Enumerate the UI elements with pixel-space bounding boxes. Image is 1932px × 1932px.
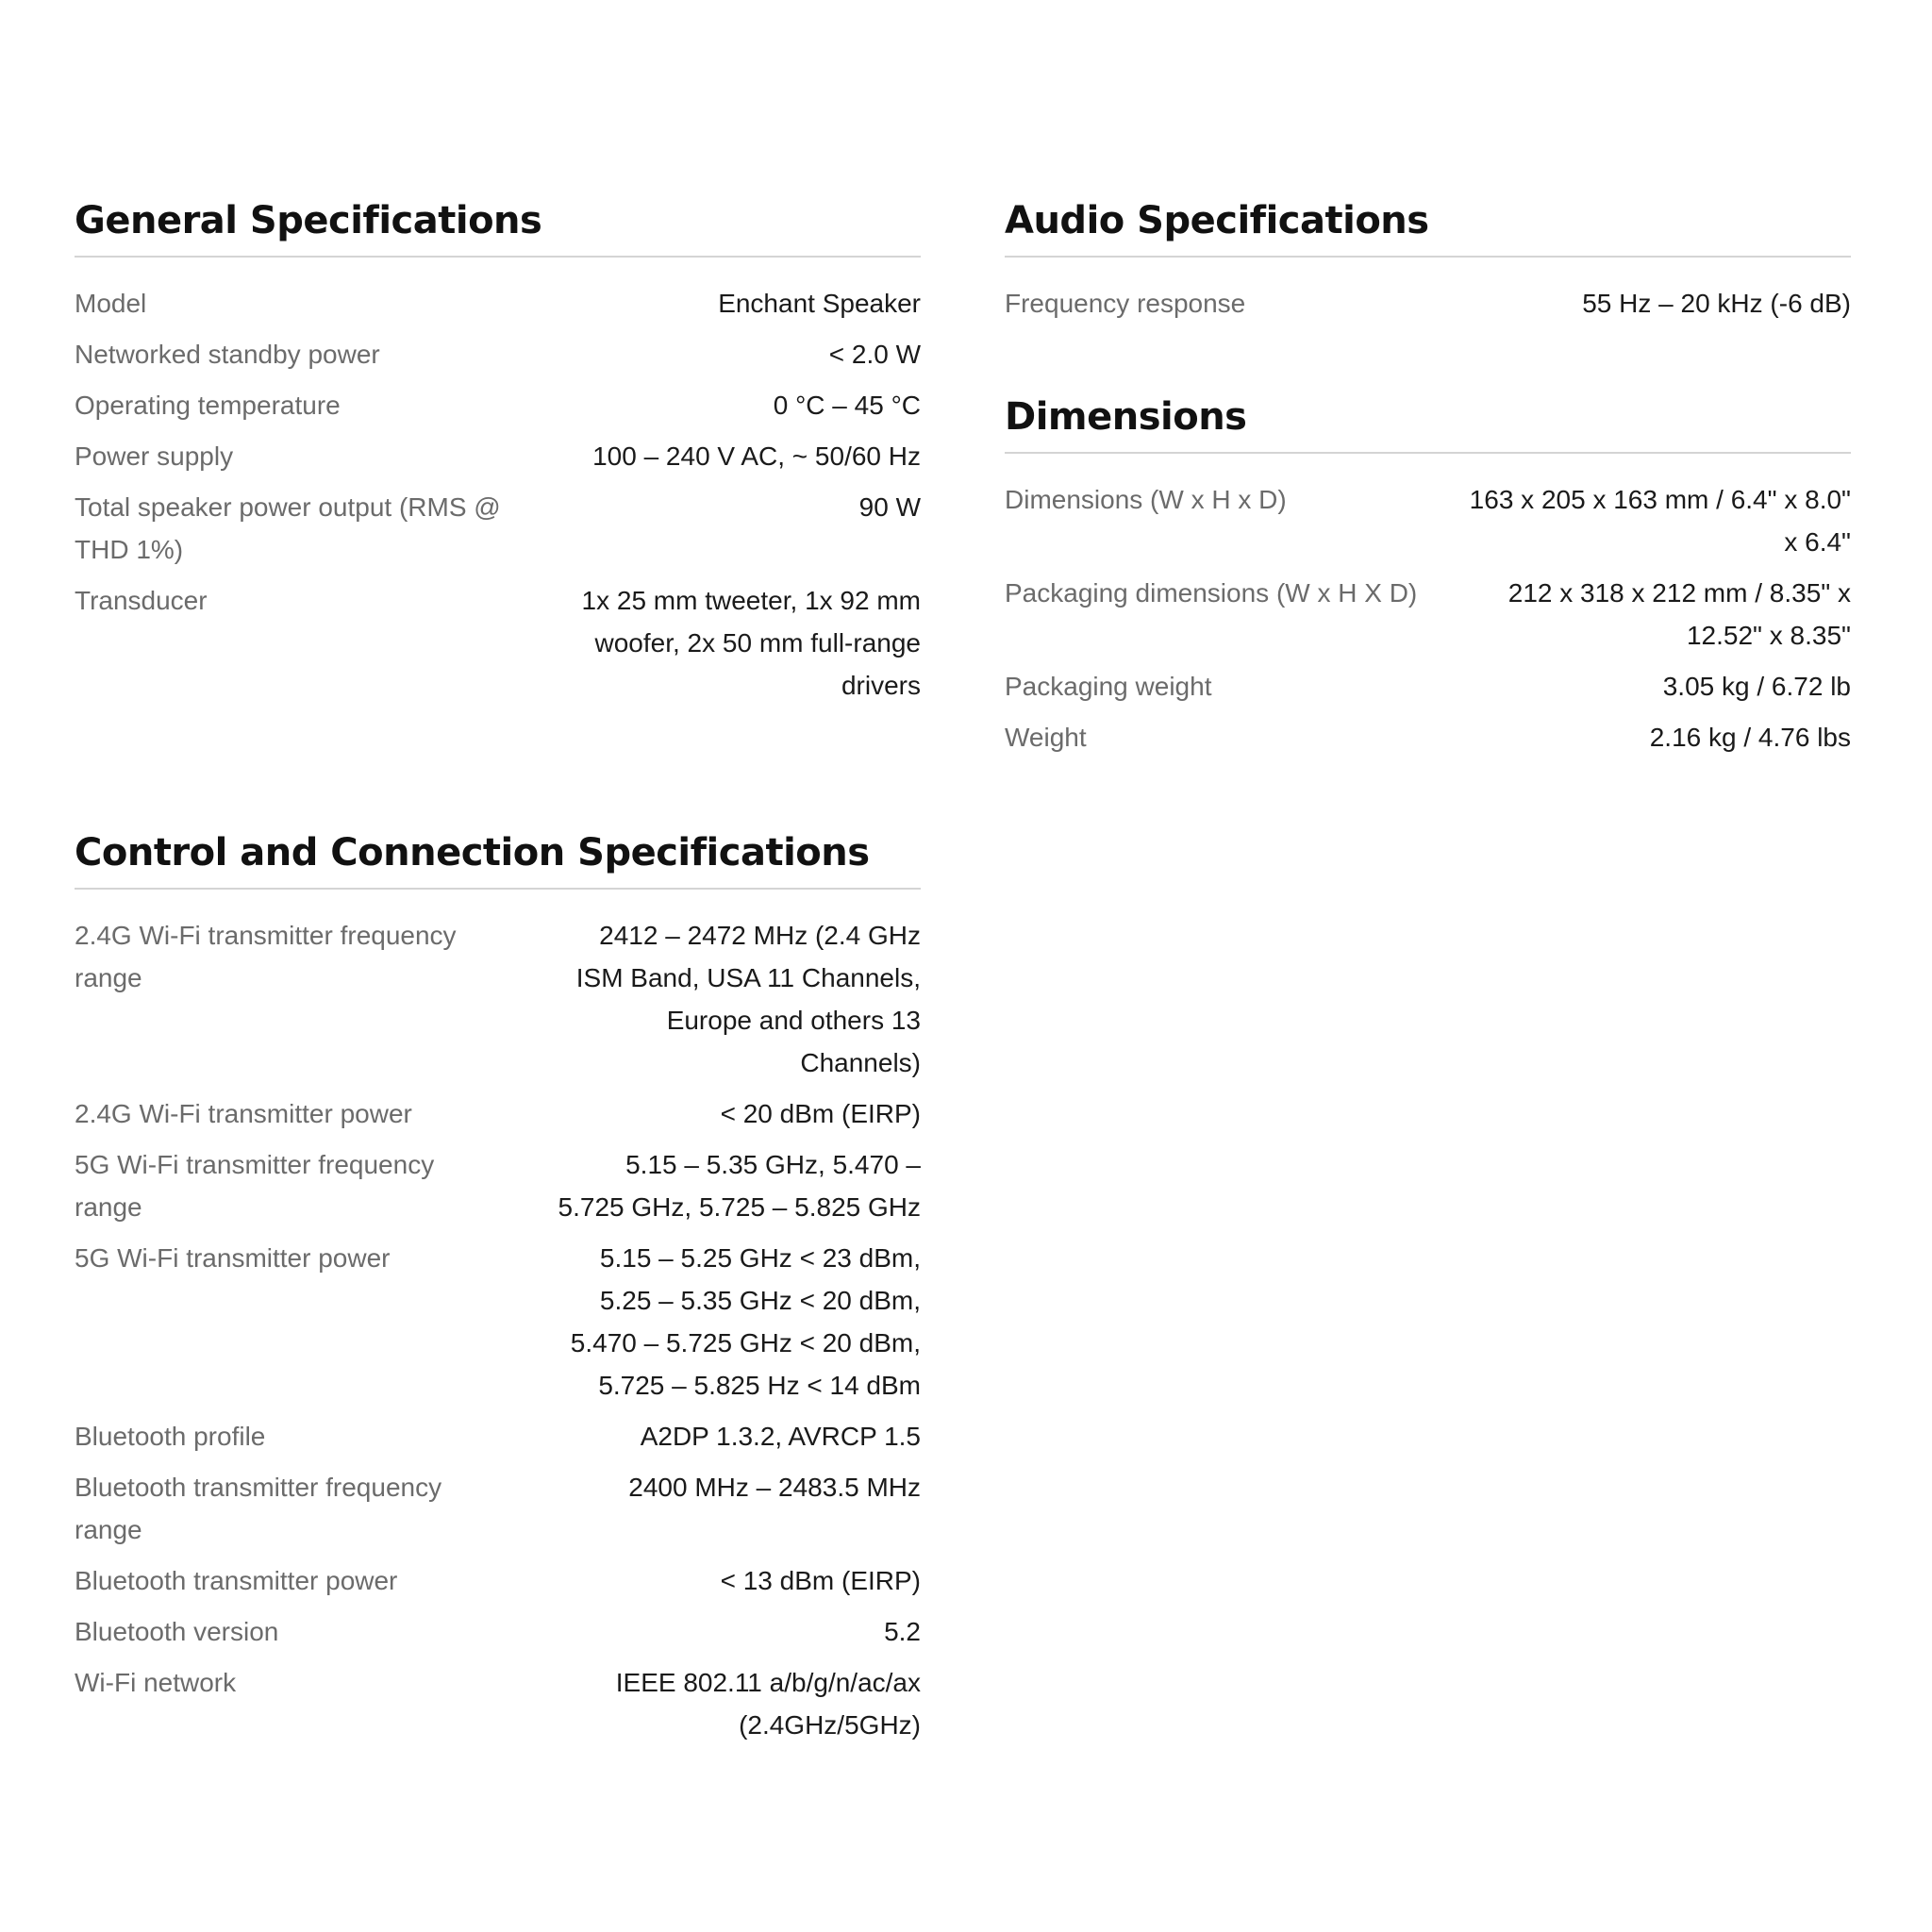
spec-value: 90 W: [858, 492, 921, 522]
spec-value: 2400 MHz – 2483.5 MHz: [628, 1473, 921, 1502]
spec-value: 3.05 kg / 6.72 lb: [1662, 672, 1851, 701]
control-connection-specifications-list: [75, 914, 921, 1746]
spec-value: 100 – 240 V AC, ~ 50/60 Hz: [592, 441, 921, 471]
spec-row-bluetooth-power: [75, 1559, 921, 1602]
spec-row-packaging-weight: [1005, 665, 1851, 708]
spec-row-wifi-network: [75, 1661, 921, 1746]
spec-value: 55 Hz – 20 kHz (-6 dB): [1582, 289, 1851, 318]
spec-label: Operating temperature: [75, 391, 341, 420]
spec-row-model: [75, 282, 921, 325]
spec-row-frequency-response: [1005, 282, 1851, 325]
spec-label: Bluetooth profile: [75, 1422, 266, 1451]
spec-label: Power supply: [75, 441, 234, 471]
spec-label: Wi-Fi network: [75, 1668, 237, 1697]
spec-value: < 20 dBm (EIRP): [720, 1099, 921, 1128]
spec-row-5g-wifi-power: [75, 1237, 921, 1407]
spec-label: Weight: [1005, 723, 1087, 752]
spec-label: Bluetooth version: [75, 1617, 279, 1646]
general-specifications-title: General Specifications: [75, 198, 921, 258]
general-specifications-section: [75, 198, 921, 715]
dimensions-title: Dimensions: [1005, 394, 1851, 454]
spec-row-transducer: [75, 579, 921, 707]
spec-label: Total speaker power output (RMS @ THD 1%): [75, 492, 501, 564]
spec-value: 1x 25 mm tweeter, 1x 92 mm woofer, 2x 50 mm full-range drivers: [581, 586, 921, 700]
spec-row-operating-temperature: [75, 384, 921, 426]
spec-label: 2.4G Wi-Fi transmitter power: [75, 1099, 412, 1128]
general-specifications-list: [75, 282, 921, 707]
audio-specifications-title: Audio Specifications: [1005, 198, 1851, 258]
spec-row-total-speaker-power-output: [75, 486, 921, 571]
spec-value: 5.15 – 5.35 GHz, 5.470 – 5.725 GHz, 5.725 – 5.825 GHz: [558, 1150, 921, 1222]
spec-row-24g-wifi-power: [75, 1092, 921, 1135]
spec-value: < 2.0 W: [828, 340, 921, 369]
spec-row-bluetooth-version: [75, 1610, 921, 1653]
spec-value: < 13 dBm (EIRP): [720, 1566, 921, 1595]
audio-specifications-list: [1005, 282, 1851, 325]
spec-value: 212 x 318 x 212 mm / 8.35" x 12.52" x 8.35": [1507, 578, 1851, 650]
spec-row-bluetooth-frequency-range: [75, 1466, 921, 1551]
spec-label: Dimensions (W x H x D): [1005, 485, 1287, 514]
spec-row-24g-wifi-frequency-range: [75, 914, 921, 1084]
control-connection-specifications-section: [75, 830, 921, 1755]
spec-label: 2.4G Wi-Fi transmitter frequency range: [75, 921, 457, 992]
spec-row-5g-wifi-frequency-range: [75, 1143, 921, 1228]
spec-label: 5G Wi-Fi transmitter frequency range: [75, 1150, 435, 1222]
spec-row-networked-standby-power: [75, 333, 921, 375]
spec-label: Transducer: [75, 586, 208, 615]
spec-row-packaging-dimensions: [1005, 572, 1851, 657]
audio-specifications-section: [1005, 198, 1851, 333]
dimensions-list: [1005, 478, 1851, 758]
spec-value: Enchant Speaker: [718, 289, 921, 318]
control-connection-specifications-title: Control and Connection Specifications: [75, 830, 921, 890]
spec-row-dimensions: [1005, 478, 1851, 563]
spec-row-weight: [1005, 716, 1851, 758]
spec-label: Model: [75, 289, 147, 318]
spec-label: Packaging weight: [1005, 672, 1212, 701]
spec-value: 163 x 205 x 163 mm / 6.4" x 8.0" x 6.4": [1469, 485, 1851, 557]
spec-value: 5.15 – 5.25 GHz < 23 dBm, 5.25 – 5.35 GHz < 20 dBm, 5.470 – 5.725 GHz < 20 dBm, 5.725 – 5.825 Hz < 14 dBm: [570, 1243, 921, 1400]
spec-value: 2412 – 2472 MHz (2.4 GHz ISM Band, USA 11 Channels, Europe and others 13 Channels): [575, 921, 921, 1077]
spec-label: Frequency response: [1005, 289, 1246, 318]
spec-value: IEEE 802.11 a/b/g/n/ac/ax (2.4GHz/5GHz): [615, 1668, 921, 1740]
spec-value: 2.16 kg / 4.76 lbs: [1649, 723, 1851, 752]
spec-label: Packaging dimensions (W x H X D): [1005, 578, 1418, 608]
spec-value: 0 °C – 45 °C: [773, 391, 921, 420]
spec-label: Bluetooth transmitter frequency range: [75, 1473, 442, 1544]
spec-row-power-supply: [75, 435, 921, 477]
spec-label: Networked standby power: [75, 340, 380, 369]
dimensions-section: [1005, 394, 1851, 767]
spec-row-bluetooth-profile: [75, 1415, 921, 1457]
spec-value: 5.2: [884, 1617, 921, 1646]
spec-label: Bluetooth transmitter power: [75, 1566, 398, 1595]
spec-value: A2DP 1.3.2, AVRCP 1.5: [640, 1422, 921, 1451]
spec-label: 5G Wi-Fi transmitter power: [75, 1243, 391, 1273]
